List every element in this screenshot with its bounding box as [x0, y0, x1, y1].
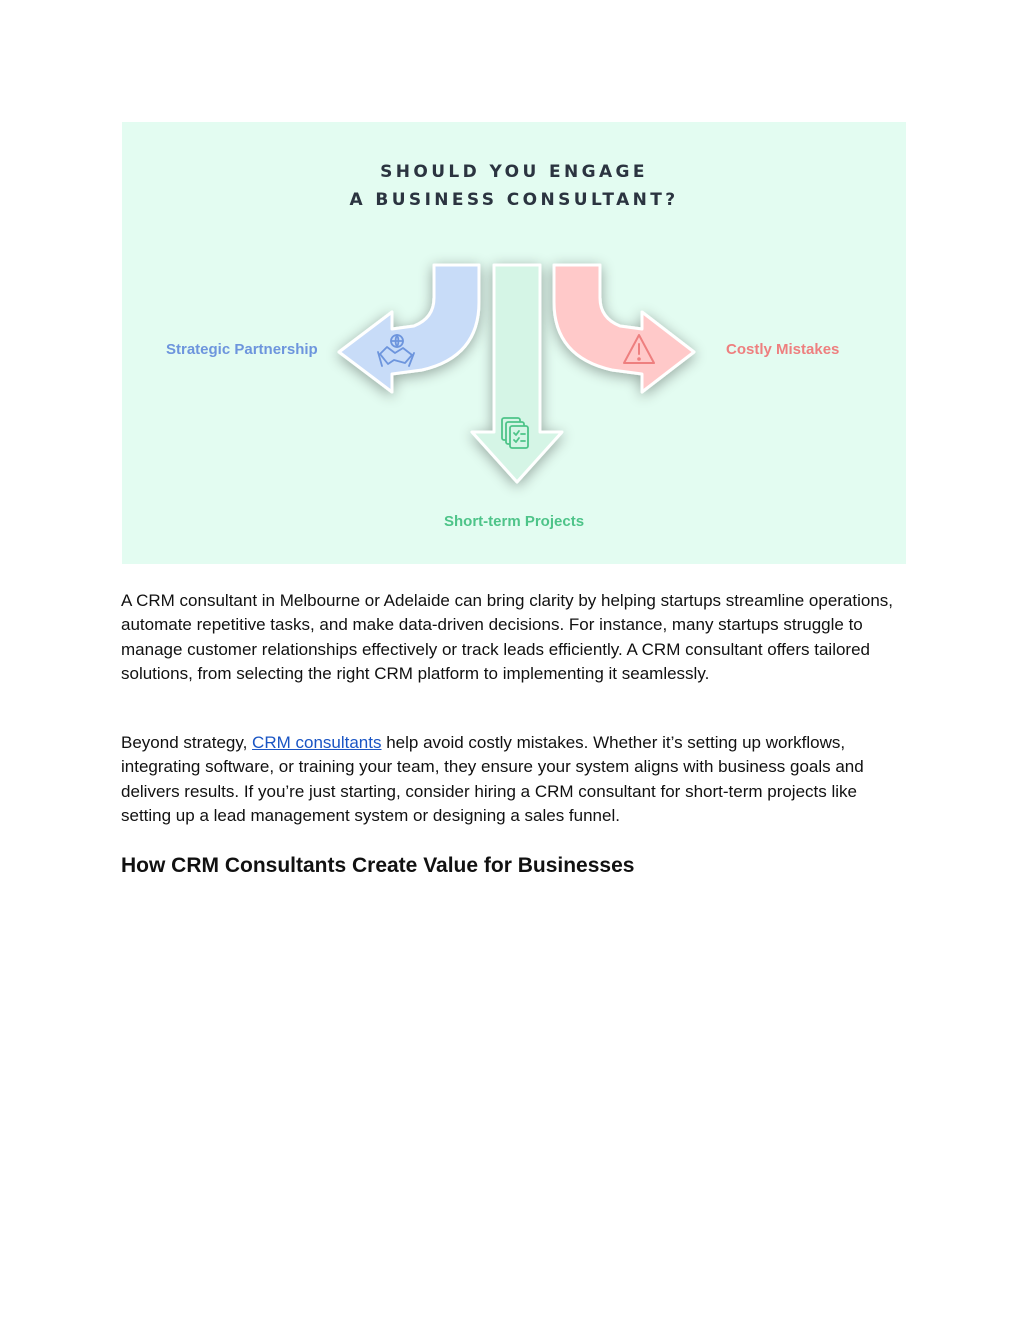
- paragraph-text-before-link: Beyond strategy,: [121, 733, 253, 752]
- paragraph-crm-consultant-intro: A CRM consultant in Melbourne or Adelaide can bring clarity by helping startups streamline operations, automate repetitive tasks, and make data-driven decisions. For instance, many startups struggle to manage customer relationships effectively or track leads efficiently. A CRM consultant offers tailored solutions, from selecting the right CRM platform to implementing it seamlessly.: [121, 591, 894, 684]
- option-strategic-partnership: Strategic Partnership: [166, 341, 318, 358]
- documents-checklist-icon: [502, 418, 528, 448]
- right-arrow: [554, 265, 694, 392]
- paragraph-crm-consultant-benefits: [121, 731, 911, 829]
- crm-consultants-link[interactable]: CRM consultants: [252, 733, 382, 752]
- infographic-title-line-1: SHOULD YOU ENGAGE: [380, 162, 648, 182]
- paragraph-text-after-link: help avoid costly mistakes. Whether it’s setting up workflows, integrating software, or training your team, they ensure your system aligns with business goals and delivers results. If you’re just starting, consider hiring a CRM consultant for short-term projects like setting up a lead management system or designing a sales funnel.: [121, 733, 864, 826]
- left-arrow: [339, 265, 479, 392]
- option-costly-mistakes: Costly Mistakes: [726, 341, 840, 358]
- infographic-title-line-2: A BUSINESS CONSULTANT?: [349, 190, 679, 210]
- section-heading: How CRM Consultants Create Value for Businesses: [121, 854, 635, 877]
- decision-infographic: [122, 122, 906, 564]
- option-short-term-projects: Short-term Projects: [444, 513, 585, 530]
- bottom-arrow: [472, 265, 562, 482]
